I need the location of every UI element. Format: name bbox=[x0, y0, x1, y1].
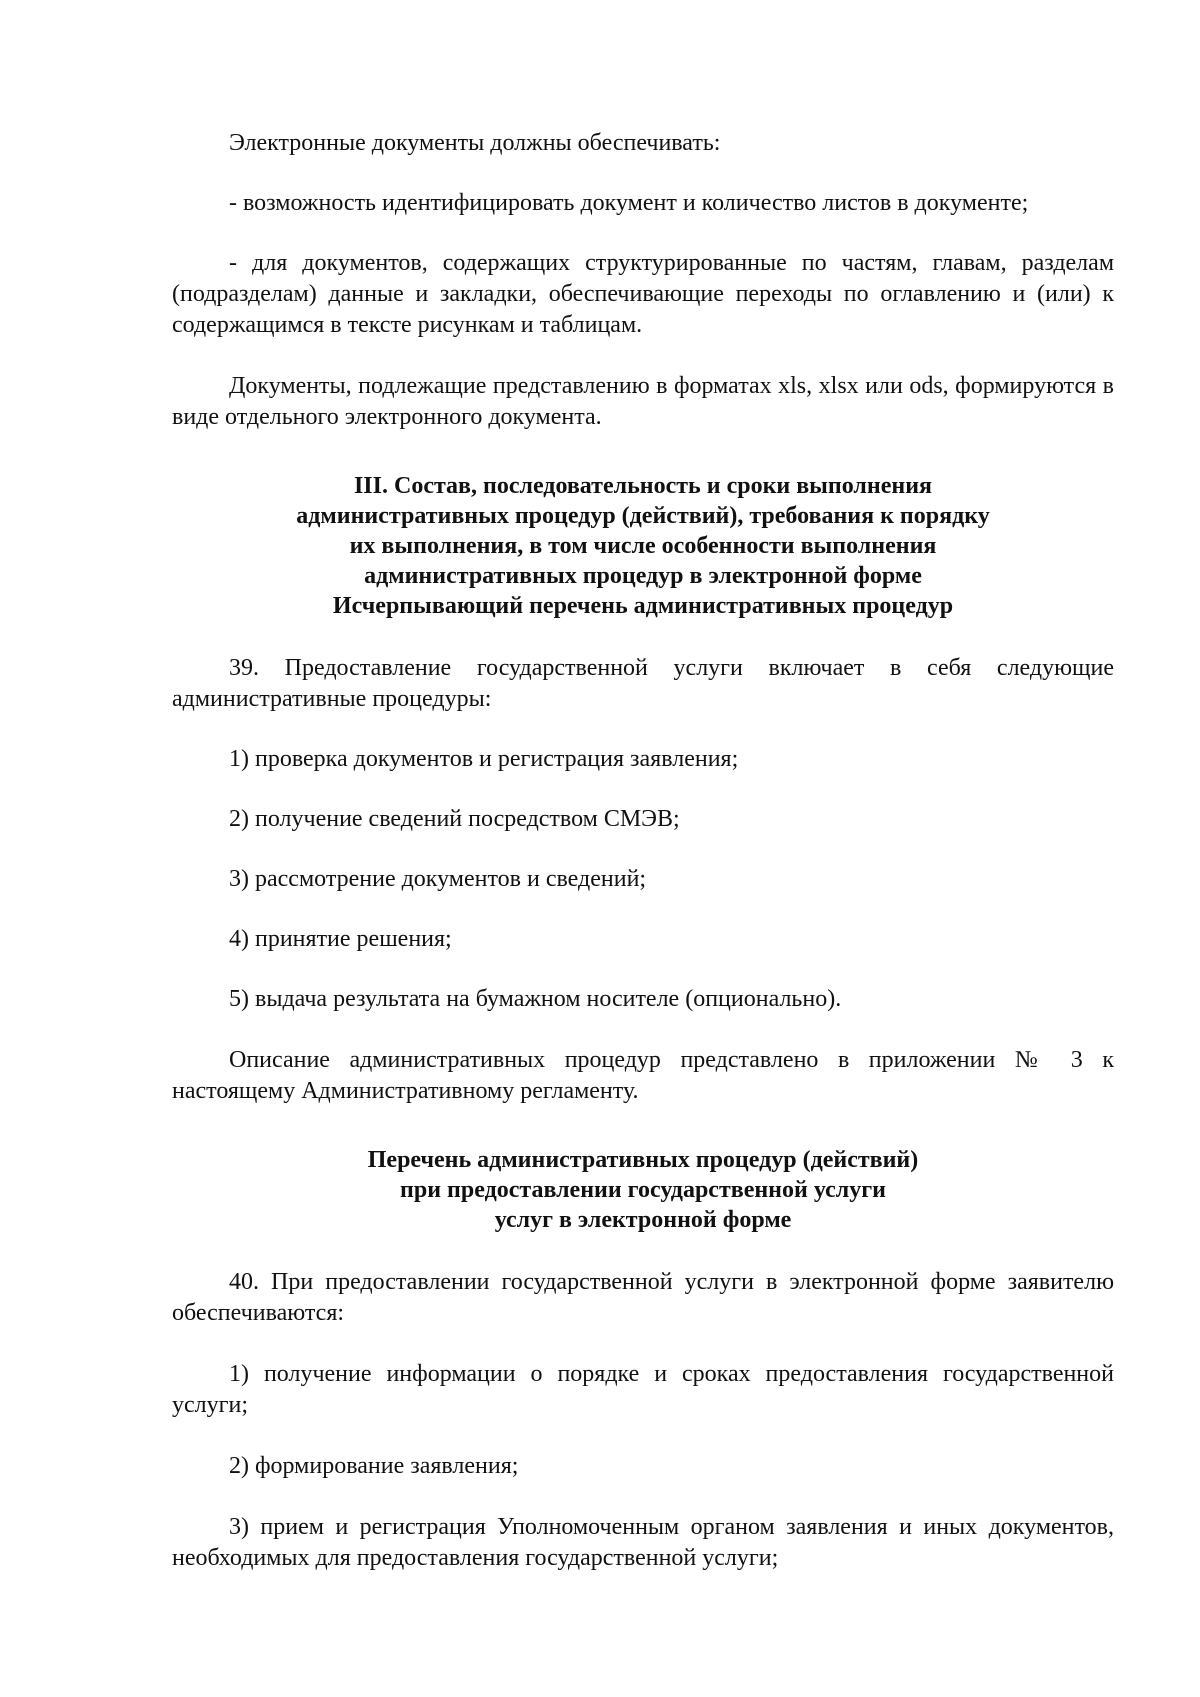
formats-note: Документы, подлежащие представлению в форматах xls, xlsx или ods, формируются в виде отдельного электронного документа. bbox=[172, 373, 1114, 430]
procedure-item: 2) получение сведений посредством СМЭВ; bbox=[229, 806, 680, 832]
procedure-item: 5) выдача результата на бумажном носителе (опционально). bbox=[229, 986, 842, 1012]
section-heading-line: административных процедур (действий), требования к порядку bbox=[296, 503, 990, 529]
electronic-documents-intro: Электронные документы должны обеспечивать: bbox=[229, 130, 721, 156]
subheading-line: Перечень административных процедур (действий) bbox=[367, 1147, 919, 1173]
paragraph-39: 39. Предоставление государственной услуги включает в себя следующие административные процедуры: bbox=[172, 655, 1114, 712]
electronic-item: 3) прием и регистрация Уполномоченным органом заявления и иных документов, необходимых для предоставления государственной услуги; bbox=[172, 1514, 1114, 1571]
requirement-item: - для документов, содержащих структурированные по частям, главам, разделам (подразделам) данные и закладки, обеспечивающие переходы по оглавлению и (или) к содержащимся в тексте рисункам и таблицам. bbox=[172, 250, 1114, 338]
procedures-subheading bbox=[172, 1145, 1114, 1235]
procedure-item: 1) проверка документов и регистрация заявления; bbox=[229, 746, 739, 772]
requirement-item: - возможность идентифицировать документ и количество листов в документе; bbox=[229, 190, 1029, 216]
section-heading bbox=[172, 471, 1114, 621]
section-heading-line: административных процедур в электронной форме bbox=[364, 563, 922, 589]
section-heading-line: их выполнения, в том числе особенности выполнения bbox=[349, 533, 937, 559]
section-heading-line: Исчерпывающий перечень административных процедур bbox=[332, 593, 954, 619]
description-note: Описание административных процедур представлено в приложении № 3 к настоящему Административному регламенту. bbox=[172, 1047, 1114, 1104]
procedure-item: 4) принятие решения; bbox=[229, 926, 452, 952]
paragraph-40: 40. При предоставлении государственной услуги в электронной форме заявителю обеспечиваются: bbox=[172, 1269, 1114, 1326]
procedure-item: 3) рассмотрение документов и сведений; bbox=[229, 866, 647, 892]
electronic-item: 2) формирование заявления; bbox=[229, 1453, 519, 1479]
electronic-item: 1) получение информации о порядке и сроках предоставления государственной услуги; bbox=[172, 1361, 1114, 1418]
subheading-line: услуг в электронной форме bbox=[494, 1207, 792, 1233]
section-heading-line: III. Состав, последовательность и сроки выполнения bbox=[353, 473, 933, 499]
subheading-line: при предоставлении государственной услуги bbox=[400, 1177, 886, 1203]
